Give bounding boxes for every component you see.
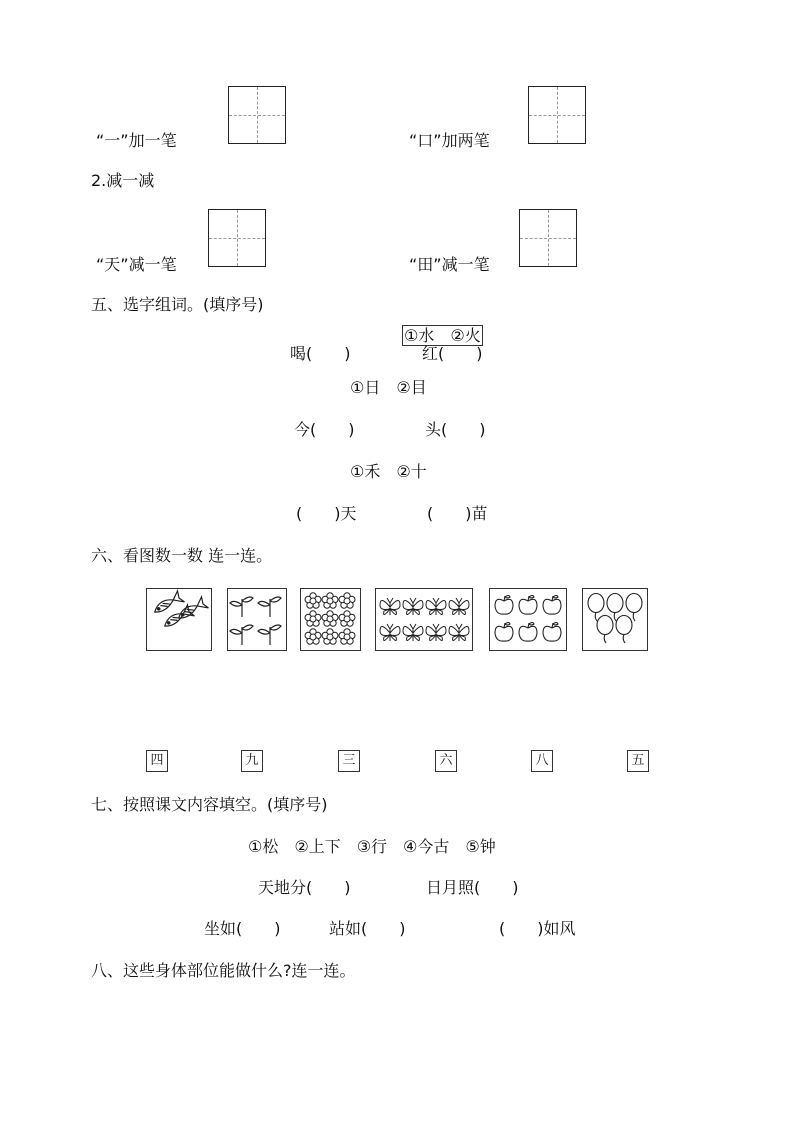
section7-options: ①松 ②上下 ③行 ④今古 ⑤钟 bbox=[248, 837, 496, 856]
number-box-3[interactable]: 三 bbox=[338, 750, 360, 772]
picture-butterflies[interactable] bbox=[375, 588, 473, 651]
tian-grid-subtract-2[interactable] bbox=[519, 209, 577, 267]
number-box-6[interactable]: 五 bbox=[627, 750, 649, 772]
number-box-4[interactable]: 六 bbox=[435, 750, 457, 772]
number-box-5[interactable]: 八 bbox=[531, 750, 553, 772]
section8-heading: 八、这些身体部位能做什么?连一连。 bbox=[91, 961, 356, 980]
balloon-icon bbox=[583, 589, 647, 650]
tian-grid-subtract-1[interactable] bbox=[208, 209, 266, 267]
apple-icon bbox=[490, 589, 566, 650]
section5-word-4[interactable]: 头( ) bbox=[425, 420, 486, 439]
section5-word-2[interactable]: 红( ) bbox=[422, 344, 483, 363]
flower-icon bbox=[301, 589, 360, 650]
section5-options-1: ①水 ②火 bbox=[404, 326, 481, 345]
section5-word-6[interactable]: ( )苗 bbox=[427, 504, 488, 523]
section7-blank-2[interactable]: 日月照( ) bbox=[426, 878, 519, 897]
tian-grid-add-1[interactable] bbox=[228, 86, 286, 144]
section7-heading: 七、按照课文内容填空。(填序号) bbox=[91, 795, 328, 814]
section5-word-3[interactable]: 今( ) bbox=[294, 420, 355, 439]
add-item-2-label: “口”加两笔 bbox=[409, 131, 490, 150]
subtract-item-2-label: “田”减一笔 bbox=[409, 255, 490, 274]
add-item-1-label: “一”加一笔 bbox=[96, 131, 177, 150]
section5-options-2: ①日 ②目 bbox=[350, 378, 427, 397]
subtract-item-1-label: “天”减一笔 bbox=[96, 255, 177, 274]
section5-word-1[interactable]: 喝( ) bbox=[290, 344, 351, 363]
tian-grid-add-2[interactable] bbox=[528, 86, 586, 144]
sprout-icon bbox=[228, 589, 286, 650]
picture-sprouts[interactable] bbox=[227, 588, 287, 651]
subtract-heading: 2.减一减 bbox=[91, 171, 155, 190]
section5-options-3: ①禾 ②十 bbox=[350, 462, 427, 481]
picture-flowers[interactable] bbox=[300, 588, 361, 651]
section7-blank-3[interactable]: 坐如( ) bbox=[204, 919, 281, 938]
number-box-2[interactable]: 九 bbox=[241, 750, 263, 772]
fish-icon bbox=[147, 589, 211, 650]
picture-fish[interactable] bbox=[146, 588, 212, 651]
section6-heading: 六、看图数一数 连一连。 bbox=[91, 546, 273, 565]
number-box-1[interactable]: 四 bbox=[146, 750, 168, 772]
picture-balloons[interactable] bbox=[582, 588, 648, 651]
section5-word-5[interactable]: ( )天 bbox=[296, 504, 357, 523]
section7-blank-1[interactable]: 天地分( ) bbox=[258, 878, 351, 897]
section7-blank-4[interactable]: 站如( ) bbox=[329, 919, 406, 938]
picture-apples[interactable] bbox=[489, 588, 567, 651]
section5-heading: 五、选字组词。(填序号) bbox=[91, 295, 264, 314]
section7-blank-5[interactable]: ( )如风 bbox=[499, 919, 576, 938]
butterfly-icon bbox=[376, 589, 472, 650]
